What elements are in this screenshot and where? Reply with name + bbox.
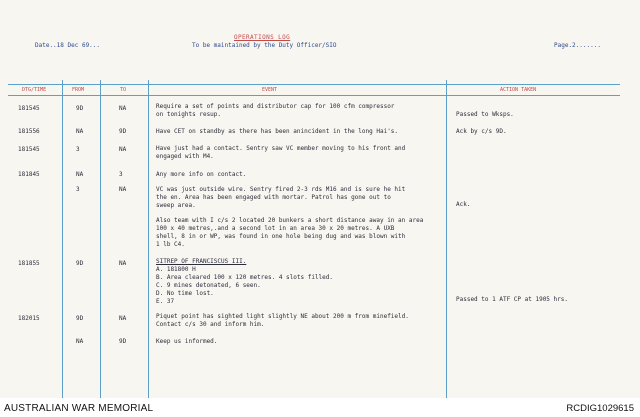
row-to: 9D [119,338,127,345]
row-to: NA [119,315,127,322]
row-event-line: Also team with I c/s 2 located 20 bunkers a short distance away in an area [156,217,424,224]
row-event-line: E. 37 [156,298,175,305]
row-event-line: on tonights resup. [156,111,222,118]
row-time: 181845 [18,171,40,178]
column-header-to: TO [120,87,127,93]
row-to: NA [119,105,127,112]
row-from: 3 [76,186,80,193]
row-to: NA [119,146,127,153]
row-time: 181855 [18,260,40,267]
row-event-line: Require a set of points and distributor cap for 100 cfm compressor [156,103,395,110]
column-header-from: FROM [72,87,85,93]
row-event-line: 100 x 40 metres,.and a second lot in an area 30 x 20 metres. A UXB [156,225,395,232]
row-time: 181556 [18,128,40,135]
row-event-line: shell, 8 in or WP, was found in one hole being dug and was blown with [156,233,406,240]
row-event-line: Piquet point has sighted light slightly NE about 200 m from minefield. [156,313,409,320]
row-from: 9D [76,315,84,322]
row-event-line: C. 9 mines detonated, 6 seen. [156,282,261,289]
row-event-line: A. 181800 H [156,266,196,273]
column-header-event: EVENT [262,87,278,93]
row-to: 9D [119,128,127,135]
row-from: NA [76,128,84,135]
row-time: 182015 [18,315,40,322]
row-event-line: sweep area. [156,202,196,209]
row-to: NA [119,186,127,193]
row-event-line: VC was just outside wire. Sentry fired 2-3 rds M16 and is sure he hit [156,186,406,193]
log-page-number: Page.2....... [554,42,601,49]
log-title: OPERATIONS LOG [234,34,291,41]
row-event-line: Have just had a contact. Sentry saw VC member moving to his front and [156,145,406,152]
log-date: Date..18 Dec 69... [35,42,101,49]
row-to: NA [119,260,127,267]
row-event-line: D. No time lost. [156,290,214,297]
row-event-line: Any more info on contact. [156,171,247,178]
row-event-line: Contact c/s 30 and inform him. [156,321,265,328]
log-subtitle: To be maintained by the Duty Officer/SIO [192,42,337,49]
archive-record-id: RCDIG1029615 [566,403,634,414]
row-event-line: Have CET on standby as there has been anincident in the long Hai's. [156,128,399,135]
row-from: 9D [76,260,84,267]
row-from: 3 [76,146,80,153]
row-event-line: engaged with M4. [156,153,214,160]
row-event-line: B. Area cleared 100 x 120 metres. 4 slots filled. [156,274,334,281]
row-time: 181545 [18,105,40,112]
row-event-line: 1 lb C4. [156,241,185,248]
column-header-dtg: DTG/TIME [22,87,47,93]
column-header-action: ACTION TAKEN [500,87,537,93]
row-from: NA [76,171,84,178]
column-divider [62,80,63,398]
row-action: Ack by c/s 9D. [456,128,507,135]
row-event-line: SITREP OF FRANCISCUS III. [156,258,247,265]
column-divider [446,80,447,398]
row-from: 9D [76,105,84,112]
column-divider [148,80,149,398]
row-action: Ack. [456,201,471,208]
archive-name: AUSTRALIAN WAR MEMORIAL [4,403,154,414]
row-from: NA [76,338,84,345]
row-action: Passed to Wksps. [456,111,514,118]
row-event-line: the en. Area has been engaged with mortar. Patrol has gone out to [156,194,391,201]
row-time: 181545 [18,146,40,153]
column-divider [100,80,101,398]
row-action: Passed to 1 ATF CP at 1905 hrs. [456,296,568,303]
row-event-line: Keep us informed. [156,338,218,345]
row-to: 3 [119,171,123,178]
